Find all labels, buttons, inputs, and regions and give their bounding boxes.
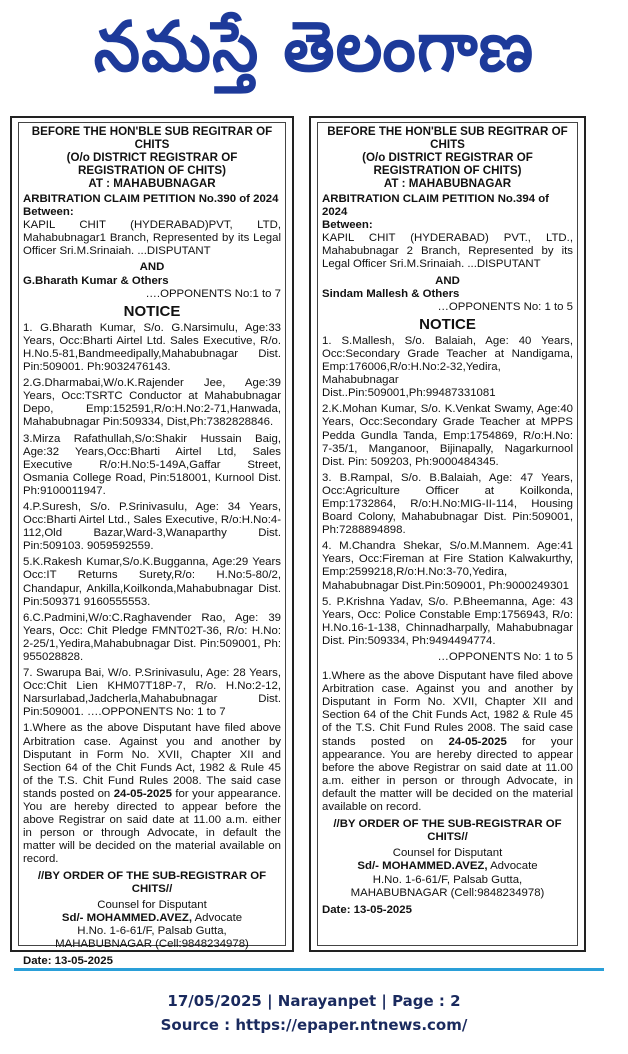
left-address-1: H.No. 1-6-61/F, Palsab Gutta, <box>77 924 227 937</box>
right-opponent-1: 1. S.Mallesh, S/o. Balaiah, Age: 40 Years, Occ:Secondary Grade Teacher at Nandigama, Emp:176006,R/o:H.No:2-32,Yedira, Mahabubnagar Dist..Pin:509001,Ph:99487331081 <box>322 334 573 400</box>
right-body-post: for your appearance. You are hereby directed to appear before the above Registrar on said date at 11.00 a.m. either in person or through Advocate, in default the matter will be decided on the material available on record. <box>322 735 573 814</box>
right-hearing-date: 24-05-2025 <box>448 735 507 748</box>
left-opponent-range: ….OPPONENTS No:1 to 7 <box>145 287 281 300</box>
left-disputant: KAPIL CHIT (HYDERABAD)PVT, LTD, Mahabubnagar1 Branch, Represented by its Legal Officer Sri.M.Srinaiah. ...DISPUTANT <box>23 219 281 258</box>
notice-left <box>10 116 294 968</box>
left-sd-name: Sd/- MOHAMMED.AVEZ, <box>61 911 193 924</box>
right-opponent-range-2: …OPPONENTS No: 1 to 5 <box>437 651 573 663</box>
right-disputant: KAPIL CHIT (HYDERABAD) PVT., LTD., Mahabubnagar 2 Branch, Represented by its Legal Officer Sri.M.Srinaiah. ...DISPUTANT <box>322 232 573 271</box>
left-counsel: Counsel for Disputant <box>97 898 207 911</box>
notice-right-inner <box>317 122 578 946</box>
left-signatory <box>23 912 281 925</box>
right-opponent-5: 5. P.Krishna Yadav, S/o. P.Bheemanna, Age: 43 Years, Occ: Police Constable Emp:1756943, R/o: H.No.16-1-138, Chinnadharpally, Mahabubnagar Dist. Pin:509334, Ph:9494494774. <box>322 595 573 647</box>
right-opponent-3: 3. B.Rampal, S/o. B.Balaiah, Age: 47 Years, Occ:Agriculture Officer at Koilkonda, Emp:1732864, R/o:H.No:MIG-II-114, Housing Board Colony, Mahabubnagar Dist. Pin:509001, Ph:7288894898. <box>322 471 573 537</box>
left-order: //BY ORDER OF THE SUB-REGISTRAR OF CHITS// <box>37 869 267 895</box>
masthead <box>0 0 628 110</box>
notice-left-inner <box>18 122 286 968</box>
left-heading-3: AT : MAHABUBNAGAR <box>88 177 216 190</box>
right-heading-3: AT : MAHABUBNAGAR <box>383 177 512 190</box>
right-date: Date: 13-05-2025 <box>322 903 412 916</box>
right-counsel: Counsel for Disputant <box>392 847 503 860</box>
right-heading-1: BEFORE THE HON'BLE SUB REGITRAR OF CHITS <box>327 125 568 151</box>
right-and: AND <box>435 274 460 287</box>
left-opponent-3: 3.Mirza Rafathullah,S/o:Shakir Hussain Baig, Age:32 Years,Occ:Bharti Airtel Ltd, Sales Executive R/o:H.No:5-149A,Gaffar Street, Osmania College Road, Pin:518001, Kurnool Dist. Ph:9100011947. <box>23 432 281 497</box>
right-opponent-4: 4. M.Chandra Shekar, S/o.M.Mannem. Age:41 Years, Occ:Fireman at Fire Station Kalwakurthy, Emp:2599218,R/o:H.No:3-70,Yedira, Mahabubnagar Dist.Pin:509001, Ph:9000249301 <box>322 540 573 592</box>
left-petition: ARBITRATION CLAIM PETITION No.390 of 2024 <box>23 193 279 205</box>
left-sd-role: Advocate <box>192 911 243 924</box>
left-opponent-name: G.Bharath Kumar & Others <box>23 274 169 287</box>
right-order: //BY ORDER OF THE SUB-REGISTRAR OF CHITS// <box>333 818 562 844</box>
right-body <box>322 670 573 814</box>
left-opponent-4: 4.P.Suresh, S/o. P.Srinivasulu, Age: 34 Years, Occ:Bharti Airtel Ltd., Sales Executive, R/o:H.No:4-112,Old Bazar,Ward-3,Wanaparthy Dist. Pin:509103. 9059592559. <box>23 500 281 553</box>
masthead-title: నమస్తే తెలంగాణ <box>93 6 535 88</box>
right-notice-heading: NOTICE <box>419 315 476 333</box>
left-between: Between: <box>23 206 74 219</box>
left-body-pre: 1.Where as the above Disputant have filed above Arbitration case. Against you and another by Disputant in Form No. XVII, Chapter XII and Section 64 of the Chit Funds Act, 1982 & Rule 45 of the T.S. Chit Fund Rules 2008. The said case stands posted on <box>23 722 281 800</box>
right-opponent-2: 2.K.Mohan Kumar, S/o. K.Venkat Swamy, Age:40 Years, Occ:Secondary Grade Teacher at MPPS Pedda Gundla Tanda, Emp:1754869, R/o:H.No: 7-35/1, Manganoor, Bijinapally, Nagarkurnool Dist. Pin: 509203, Ph:9000484345. <box>322 403 573 468</box>
right-signatory <box>322 860 573 873</box>
left-opponent-6: 6.C.Padmini,W/o:C.Raghavender Rao, Age: 39 Years, Occ: Chit Pledge FMNT02T-36, R/o: H.No: 2-25/1,Yedira,Mahabubnagar Dist. Pin:509001, Ph: 955028828. <box>23 611 281 663</box>
notice-right <box>309 116 586 952</box>
left-and: AND <box>139 261 165 274</box>
right-address-1: H.No. 1-6-61/F, Palsab Gutta, <box>372 873 523 886</box>
footer-divider <box>14 968 604 971</box>
right-address-2: MAHABUBNAGAR (Cell:9848234978) <box>350 886 545 899</box>
left-address-2: MAHABUBNAGAR (Cell:9848234978) <box>55 937 249 950</box>
left-opponent-1: 1. G.Bharath Kumar, S/o. G.Narsimulu, Age:33 Years, Occ:Bharti Airtel Ltd. Sales Executive, R/o. H.No.5-81,Bandmeedipally,Mahabubnagar Dist. Pin:509001. Ph:9032476143. <box>23 321 281 374</box>
right-body-pre: 1.Where as the above Disputant have filed above Arbitration case. Against you and another by Disputant in Form No. XVII, Chapter XII and Section 64 of the Chit Funds Act, 1982 & Rule 45 of the T.S. Chit Fund Rules 2008. The said case stands posted on <box>322 670 573 748</box>
right-petition: ARBITRATION CLAIM PETITION No.394 of 2024 <box>322 193 549 219</box>
left-notice-heading: NOTICE <box>123 302 181 320</box>
left-body <box>23 722 281 866</box>
right-sd-name: Sd/- MOHAMMED.AVEZ, <box>357 860 488 873</box>
left-body-post: for your appearance. You are hereby directed to appear before the above Registrar on said date at 11.00 a.m. either in person or through Advocate, in default the matter will be decided on the material available on record. <box>23 787 281 866</box>
left-hearing-date: 24-05-2025 <box>113 787 172 800</box>
footer-edition-line: 17/05/2025 | Narayanpet | Page : 2 <box>167 992 461 1010</box>
footer-source-line: Source : https://epaper.ntnews.com/ <box>160 1016 468 1034</box>
right-heading-2: (O/o DISTRICT REGISTRAR OF REGISTRATION OF CHITS) <box>362 151 533 177</box>
right-opponent-name: Sindam Mallesh & Others <box>322 287 460 300</box>
left-heading-2: (O/o DISTRICT REGISTRAR OF REGISTRATION OF CHITS) <box>66 151 238 177</box>
left-date: Date: 13-05-2025 <box>23 955 113 968</box>
left-opponent-2: 2.G.Dharmabai,W/o.K.Rajender Jee, Age:39 Years, Occ:TSRTC Conductor at Mahabubnagar Depo, Emp:152591,R/o:H.No:2-71,Hanwada, Mahabubnagar Pin:509334, Dist,Ph:7382828846. <box>23 377 281 429</box>
left-heading-1: BEFORE THE HON'BLE SUB REGITRAR OF CHITS <box>31 125 273 151</box>
left-opponent-5: 5.K.Rakesh Kumar,S/o.K.Bugganna, Age:29 Years Occ:IT Returns Surety,R/o: H.No:5-80/2, Chandapur, Ankilla,Koilkonda,Mahabubnagar Dist. Pin:509371 9160555553. <box>23 556 281 608</box>
right-sd-role: Advocate <box>487 860 538 873</box>
left-opponent-7: 7. Swarupa Bai, W/o. P.Srinivasulu, Age: 28 Years, Occ:Chit Lien KHM07T18P-7, R/o. H.No:2-12, Narsurlabad,Jadcherla,Mahabubnagar Dist. Pin:509001. ….OPPONENTS No: 1 to 7 <box>23 667 281 719</box>
right-opponent-range: …OPPONENTS No: 1 to 5 <box>437 300 573 313</box>
right-between: Between: <box>322 219 373 232</box>
